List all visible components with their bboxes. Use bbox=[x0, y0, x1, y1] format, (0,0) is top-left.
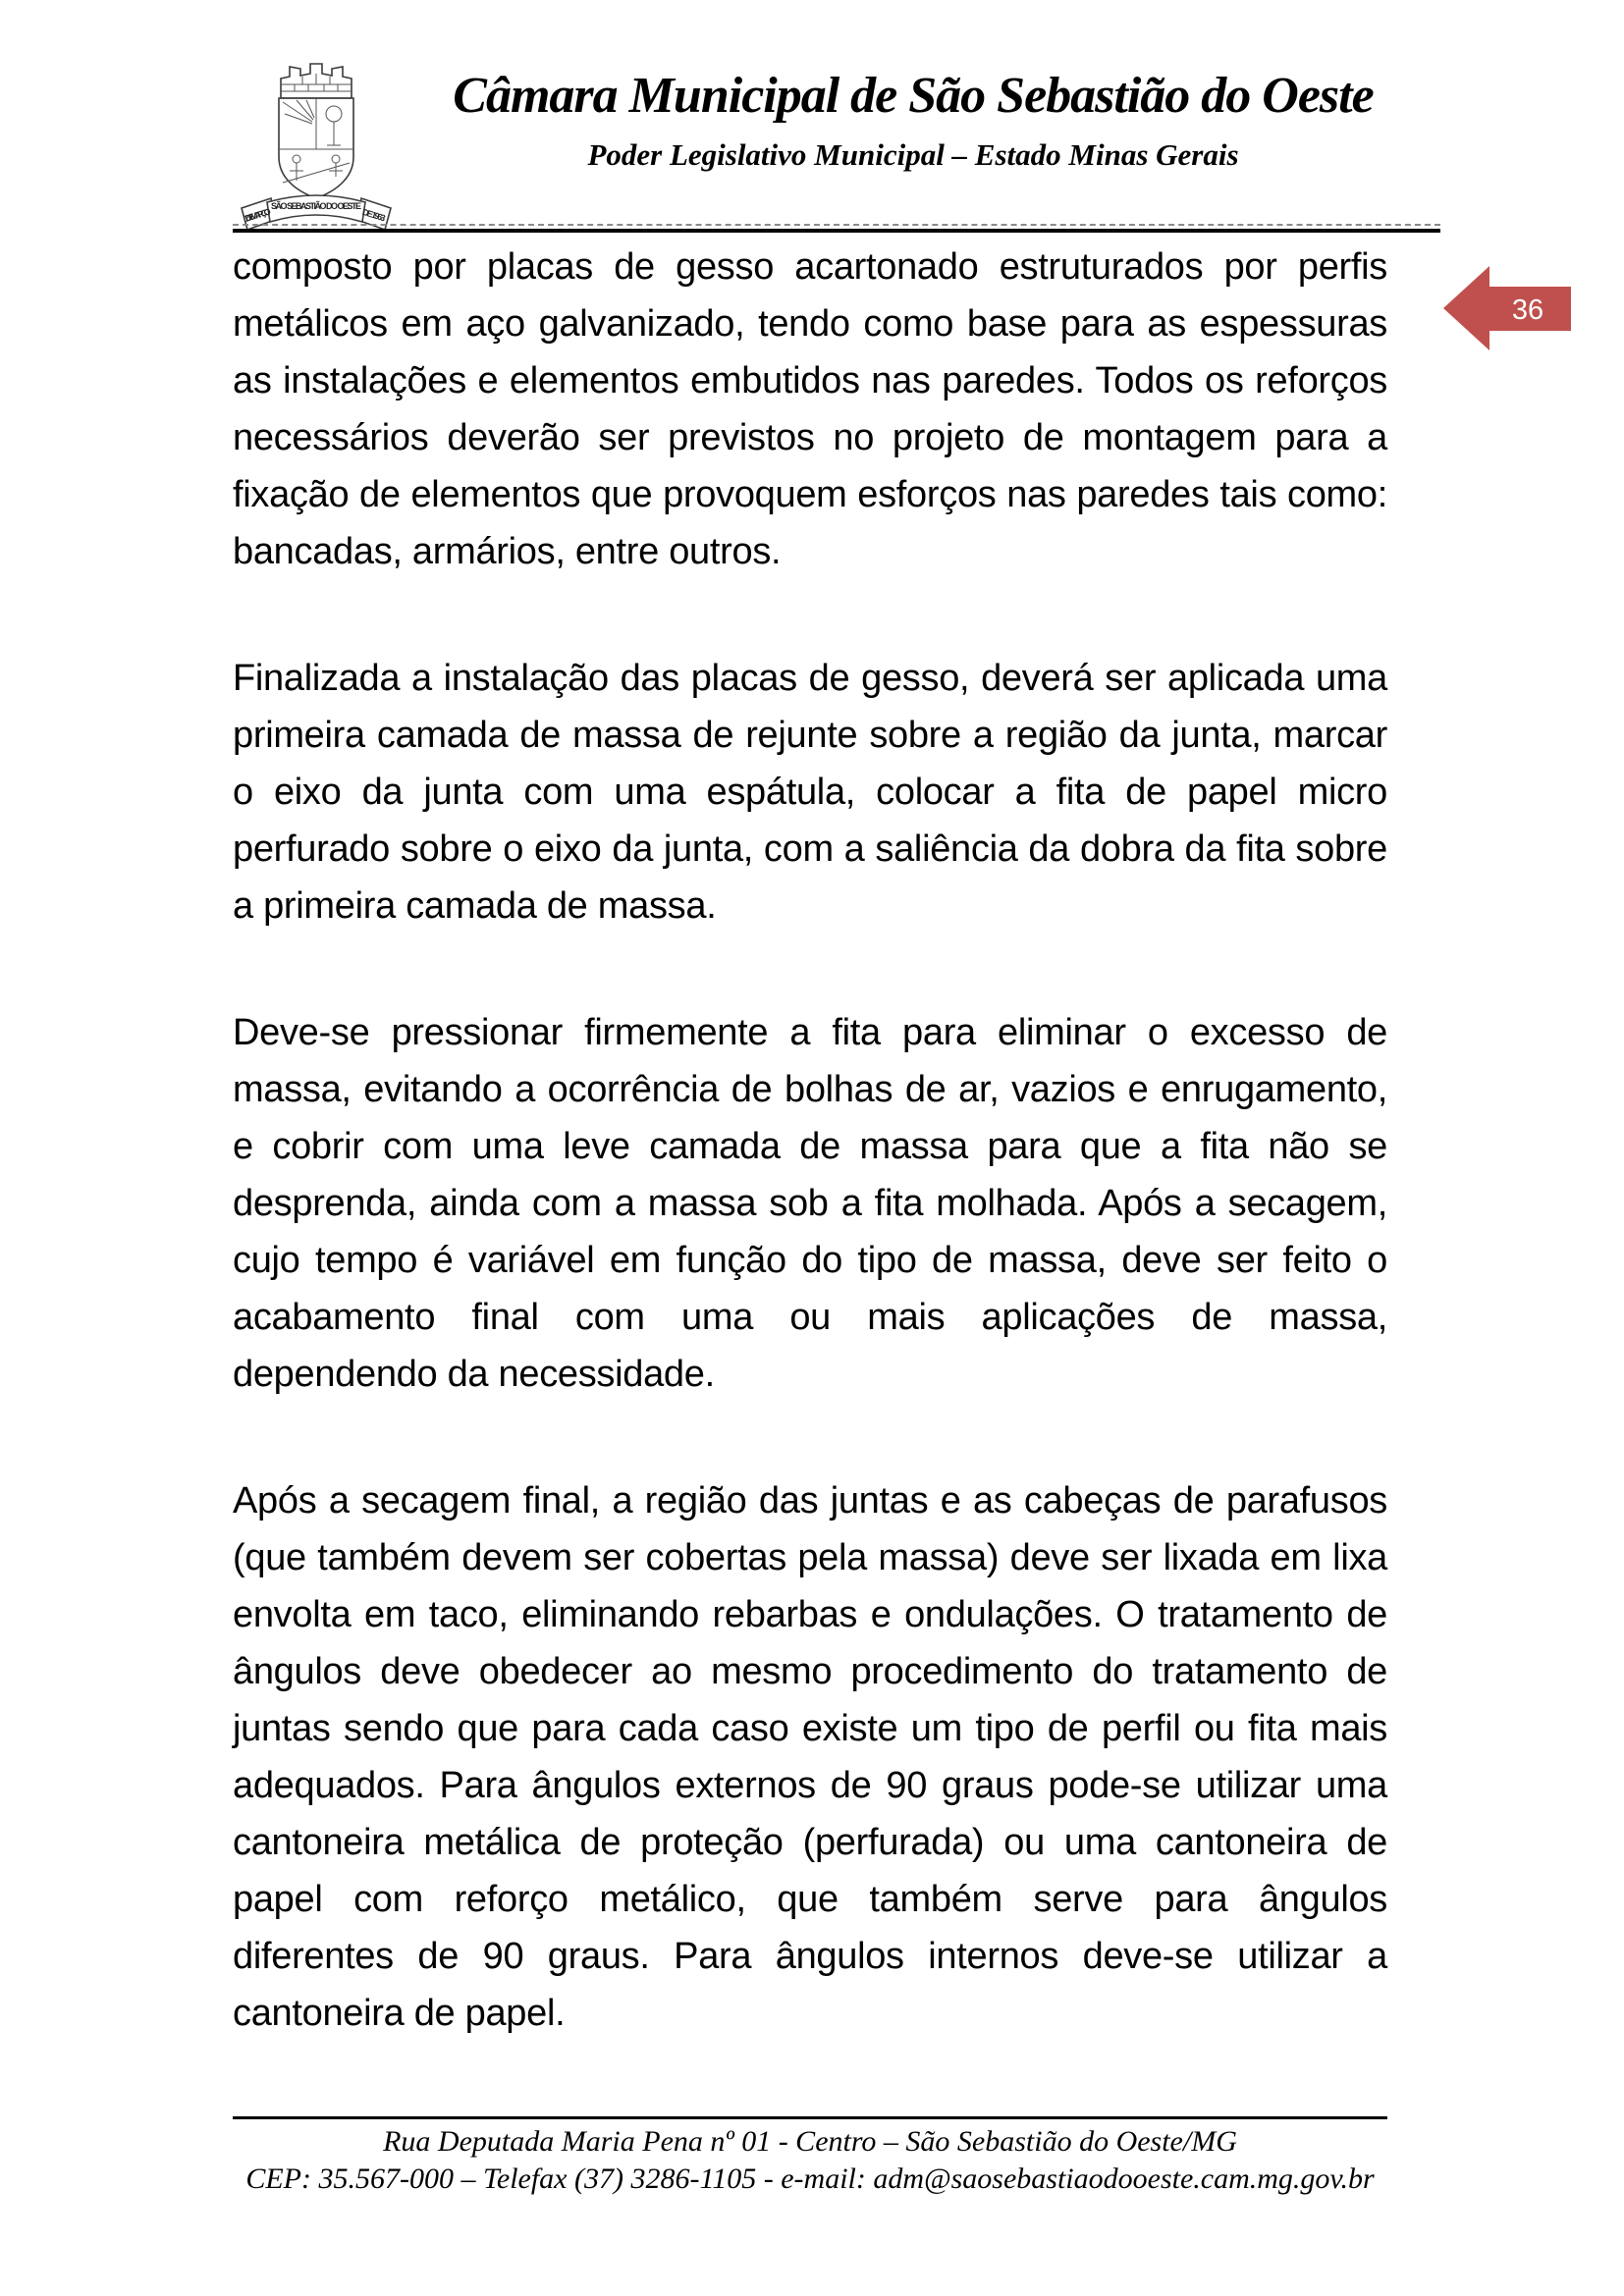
page-title: Câmara Municipal de São Sebastião do Oeste bbox=[453, 68, 1374, 124]
paragraph-4: Após a secagem final, a região das juntas e as cabeças de parafusos (que também devem ser cobertas pela massa) deve ser lixada em lixa envolta em taco, eliminando rebarbas e ondulações. O tratamento de ângulos deve obedecer ao mesmo procedimento do tratamento de juntas sendo que para cada caso existe um tipo de perfil ou fita mais adequados. Para ângulos externos de 90 graus pode-se utilizar uma cantoneira metálica de proteção (perfurada) ou uma cantoneira de papel com reforço metálico, que também serve para ângulos diferentes de 90 graus. Para ângulos internos deve-se utilizar a cantoneira de papel. bbox=[233, 1480, 1387, 2034]
page-number-arrow-icon bbox=[1443, 264, 1571, 352]
footer-rule bbox=[233, 2116, 1387, 2119]
header-rule-dashed bbox=[233, 224, 1440, 226]
page-subtitle: Poder Legislativo Municipal – Estado Minas Gerais bbox=[587, 137, 1239, 172]
coat-of-arms-icon bbox=[228, 61, 405, 234]
paragraph-2: Finalizada a instalação das placas de gesso, deverá ser aplicada uma primeira camada de massa de rejunte sobre a região da junta, marcar o eixo da junta com uma espátula, colocar a fita de papel micro perfurado sobre o eixo da junta, com a saliência da dobra da fita sobre a primeira camada de massa. bbox=[233, 658, 1387, 927]
body-text bbox=[233, 239, 1387, 2042]
footer-address: Rua Deputada Maria Pena nº 01 - Centro – São Sebastião do Oeste/MG bbox=[383, 2125, 1237, 2158]
header-rule bbox=[233, 229, 1440, 233]
logo-ribbon-left-label: 1º DE MARÇO bbox=[243, 206, 272, 225]
page-number: 36 bbox=[1511, 294, 1544, 326]
arrow-left-shape bbox=[1443, 266, 1571, 350]
logo-ribbon-right-label: DE 1963 bbox=[360, 206, 387, 224]
logo-ribbon-top-label: SÃO SEBASTIÃO DO OESTE bbox=[271, 201, 361, 211]
paragraph-3: Deve-se pressionar firmemente a fita para eliminar o excesso de massa, evitando a ocorrência de bolhas de ar, vazios e enrugamento, e cobrir com uma leve camada de massa para que a fita não se desprenda, ainda com a massa sob a fita molhada. Após a secagem, cujo tempo é variável em função do tipo de massa, deve ser feito o acabamento final com uma ou mais aplicações de massa, dependendo da necessidade. bbox=[233, 1012, 1387, 1395]
footer-contact: CEP: 35.567-000 – Telefax (37) 3286-1105 - e-mail: adm@saosebastiaodooeste.cam.mg.gov.br bbox=[245, 2163, 1375, 2195]
header bbox=[393, 67, 1434, 175]
paragraph-1: composto por placas de gesso acartonado estruturados por perfis metálicos em aço galvanizado, tendo como base para as espessuras as instalações e elementos embutidos nas paredes. Todos os reforços necessários deverão ser previstos no projeto de montagem para a fixação de elementos que provoquem esforços nas paredes tais como: bancadas, armários, entre outros. bbox=[233, 246, 1387, 572]
footer bbox=[184, 2123, 1436, 2198]
